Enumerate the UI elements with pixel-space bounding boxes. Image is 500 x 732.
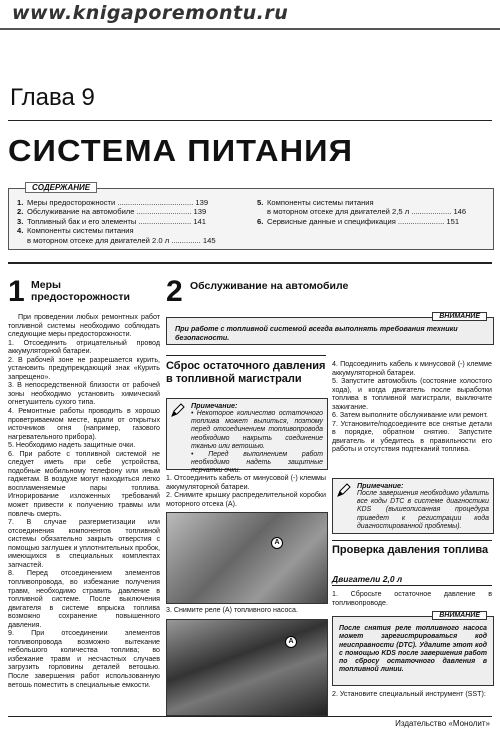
toc-item: 1. Меры предосторожности .................................... 139 — [17, 198, 209, 207]
note-item: • Некоторое количество остаточного топлива может вылиться, поэтому перед отсоединением топливопровода необходимо накрыть соединение тканью или ветошью. — [191, 410, 323, 450]
toc-item: 6. Сервисные данные и спецификация ...................... 151 — [257, 216, 460, 226]
contents-heading: СОДЕРЖАНИЕ — [25, 182, 97, 193]
paragraph: При проведении любых ремонтных работ топливной системы необходимо соблюдать следующие меры предосторожности. — [8, 313, 160, 339]
toc-item: 5. Компоненты системы питания — [257, 198, 374, 207]
chapter-divider — [8, 120, 492, 121]
step: 4. Подсоединить кабель к минусовой (-) клемме аккумуляторной батареи. — [332, 360, 492, 377]
chapter-title: СИСТЕМА ПИТАНИЯ — [8, 133, 354, 168]
steps-a — [166, 474, 326, 508]
paragraph: 1. Отсоединить отрицательный провод аккумуляторной батареи. — [8, 338, 160, 356]
note-items — [191, 410, 323, 476]
toc-item: в моторном отсеке для двигателей 2,5 л ................... 146 — [267, 207, 467, 217]
contents-left — [17, 198, 253, 245]
step: 3. Снимите реле (A) топливного насоса. — [166, 606, 298, 614]
section-1-number: 1 — [8, 275, 25, 308]
step: 1. Сбросьте остаточное давление в топливопроводе. — [332, 590, 492, 607]
toc-item: в моторном отсеке для двигателей 2.0 л .............. 145 — [27, 235, 216, 245]
paragraph: 5. Необходимо надеть защитные очки. — [8, 441, 136, 450]
callout-marker: A — [285, 636, 297, 648]
contents-box — [8, 183, 494, 250]
engine-heading: Двигатели 2,0 л — [332, 574, 403, 584]
paragraph: 6. При работе с топливной системой не следует иметь при себе устройства, подобные мобильному телефону или иным гаджетам. В воздухе могут находиться легко воспламеняемые пары топлива. Игнорирование изложенных требований может привести к получению травмы или повлечь смерть. — [8, 449, 160, 518]
note-label: Примечание: — [357, 481, 404, 490]
contents-right — [257, 198, 487, 226]
paragraph: 4. Ремонтные работы проводить в хорошо проветриваемом месте, вдали от открытых источников огня (например, газового нагревательного прибора). — [8, 407, 160, 441]
step-3 — [166, 606, 326, 615]
warning-text: После снятия реле топливного насоса может зарегистрироваться код неисправности (DTC). Удалите этот код с помощью KDS после завершения работ по сбросу остаточного давления в топливной линии. — [339, 625, 487, 674]
section-2-title: Обслуживание на автомобиле — [190, 280, 349, 292]
paragraph: 2. В рабочей зоне не разрешается курить, установить предупреждающий знак «Курить запрещено». — [8, 355, 160, 381]
step: 7. Установите/подсоедините все снятые детали в порядке, обратном снятию. Запустите двигатель и убедитесь в правильности его работы и отсутствия подтеканий топлива. — [332, 419, 492, 454]
subsection-rule — [332, 540, 492, 541]
relay-box-photo — [166, 619, 328, 716]
toc-item: 4. Компоненты системы питания — [17, 226, 134, 236]
toc-item: 2. Обслуживание на автомобиле .......................... 139 — [17, 207, 207, 217]
section-1-title: Меры предосторожности — [31, 279, 130, 303]
section-1-body — [8, 313, 160, 689]
warning-text: При работе с топливной системой всегда выполнять требования техники безопасности. — [175, 324, 458, 342]
warning-box — [332, 612, 494, 686]
step: 6. Затем выполните обслуживание или ремонт. — [332, 411, 489, 420]
top-divider — [0, 28, 500, 30]
paragraph: 7. В случае разгерметизации или отсоединения компонентов топливной системы обязательно закрыть отверстия с помощью заглушек и уплотнительных пробок, имеющихся в специальных комплектах запчастей. — [8, 518, 160, 569]
section-divider — [8, 262, 492, 264]
subsection-rule — [166, 355, 326, 356]
note-item: • Перед выполнением работ необходимо надеть защитные перчатки очки. — [191, 451, 323, 475]
paragraph: 8. Перед отсоединением элементов топливопровода, во избежание получения травм, необходимо стравить давление в топливной системе. После выключения двигателя в системе впрыска топлива возможно сохранение повышенного давления. — [8, 569, 160, 629]
callout-marker: A — [271, 537, 283, 549]
pencil-icon — [170, 402, 186, 418]
warning-tag: ВНИМАНИЕ — [432, 611, 487, 620]
note-box — [166, 398, 328, 475]
pencil-icon — [336, 482, 352, 498]
warning-box — [166, 313, 494, 345]
footer-rule — [8, 716, 492, 717]
note-text: После завершения необходимо удалить все коды DTC в системе диагностики KDS (вышеописанная процедура приведет к регистрации кода диагностированной проблемы). — [357, 490, 489, 530]
chapter-label: Глава 9 — [10, 84, 95, 111]
warning-tag: ВНИМАНИЕ — [432, 312, 487, 321]
step: 5. Запустите автомобиль (состояние холостого хода), и когда двигатель после выработки топлива в топливной магистрали, выключите зажигание. — [332, 377, 492, 411]
subsection-title: Проверка давления топлива — [332, 544, 489, 556]
site-watermark: www.knigaporemontu.ru — [12, 2, 289, 24]
step-p2 — [332, 690, 492, 699]
steps-b — [332, 360, 492, 454]
paragraph: 3. В непосредственной близости от рабочей зоны необходимо установить химический огнетушитель сухого типа. — [8, 381, 160, 407]
section-2-number: 2 — [166, 275, 183, 308]
note-box — [332, 478, 494, 534]
publisher-footer: Издательство «Монолит» — [395, 719, 490, 728]
paragraph: 9. При отсоединении элементов топливопровода возможно вытекание небольшого количества топлива; во избежание травм и несчастных случаев загрузить горловины деталей ветошью. После завершения работ использованную ветошь поместить в специальные емкости. — [8, 629, 160, 689]
step-p1 — [332, 590, 492, 607]
step: 2. Снимите крышку распределительной коробки моторного отсека (A). — [166, 491, 326, 508]
step: 1. Отсоединить кабель от минусовой (-) клеммы аккумуляторной батареи. — [166, 474, 326, 491]
engine-bay-photo — [166, 512, 328, 604]
step: 2. Установите специальный инструмент (SST): — [332, 690, 486, 698]
engine-rule — [332, 585, 492, 586]
toc-item: 3. Топливный бак и его элементы ......................... 141 — [17, 216, 207, 226]
note-label: Примечание: — [191, 401, 238, 410]
subsection-title: Сброс остаточного давления в топливной магистрали — [166, 360, 326, 385]
